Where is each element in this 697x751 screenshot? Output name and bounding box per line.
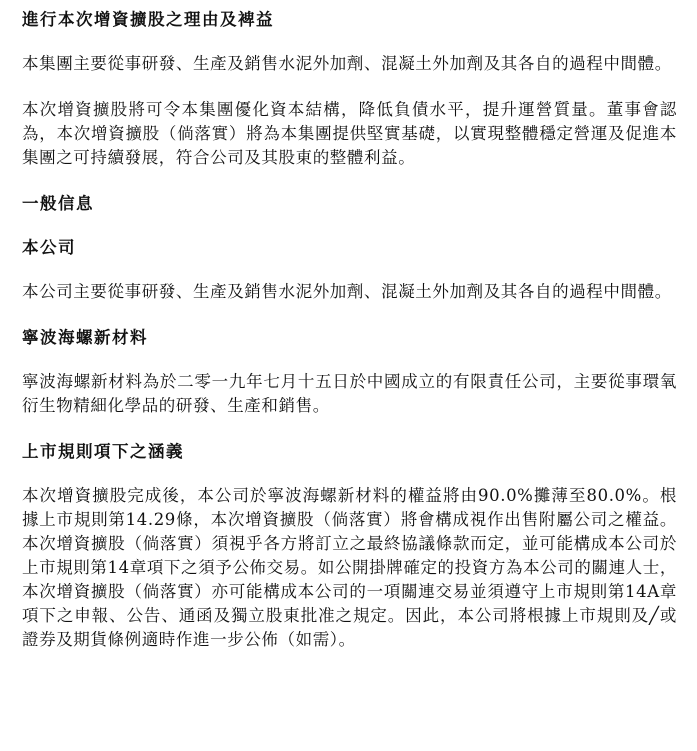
paragraph-ningbo-conch-description: 寧波海螺新材料為於二零一九年七月十五日於中國成立的有限責任公司，主要從事環氧衍生物精細化學品的研發、生產和銷售。 [22,372,677,415]
paragraph-capital-increase-benefits: 本次增資擴股將可令本集團優化資本結構，降低負債水平，提升運營質量。董事會認為，本次增資擴股（倘落實）將為本集團提供堅實基礎，以實現整體穩定營運及促進本集團之可持續發展，符合公司及其股東的整體利益。 [22,100,677,167]
paragraph-group-business: 本集團主要從事研發、生產及銷售水泥外加劑、混凝土外加劑及其各自的過程中間體。 [22,54,672,73]
heading-reasons-benefits: 進行本次增資擴股之理由及裨益 [22,10,274,29]
paragraph-company-business: 本公司主要從事研發、生產及銷售水泥外加劑、混凝土外加劑及其各自的過程中間體。 [22,282,672,301]
heading-the-company: 本公司 [22,238,76,257]
heading-ningbo-conch-new-materials: 寧波海螺新材料 [22,328,148,347]
paragraph-listing-rules-implications: 本次增資擴股完成後，本公司於寧波海螺新材料的權益將由90.0%攤薄至80.0%。根據上市規則第14.29條，本次增資擴股（倘落實）將會構成視作出售附屬公司之權益。本次增資擴股（倘落實）須視乎各方將訂立之最終協議條款而定，並可能構成本公司於上市規則第14章項下之須予公佈交易。如公開掛牌確定的投資方為本公司的關連人士，本次增資擴股（倘落實）亦可能構成本公司的一項關連交易並須遵守上市規則第14A章項下之申報、公告、通函及獨立股東批准之規定。因此，本公司將根據上市規則及╱或證券及期貨條例適時作進一步公佈（如需）。 [22,486,677,649]
heading-listing-rules-implications: 上市規則項下之涵義 [22,442,184,461]
heading-general-information: 一般信息 [22,194,94,213]
